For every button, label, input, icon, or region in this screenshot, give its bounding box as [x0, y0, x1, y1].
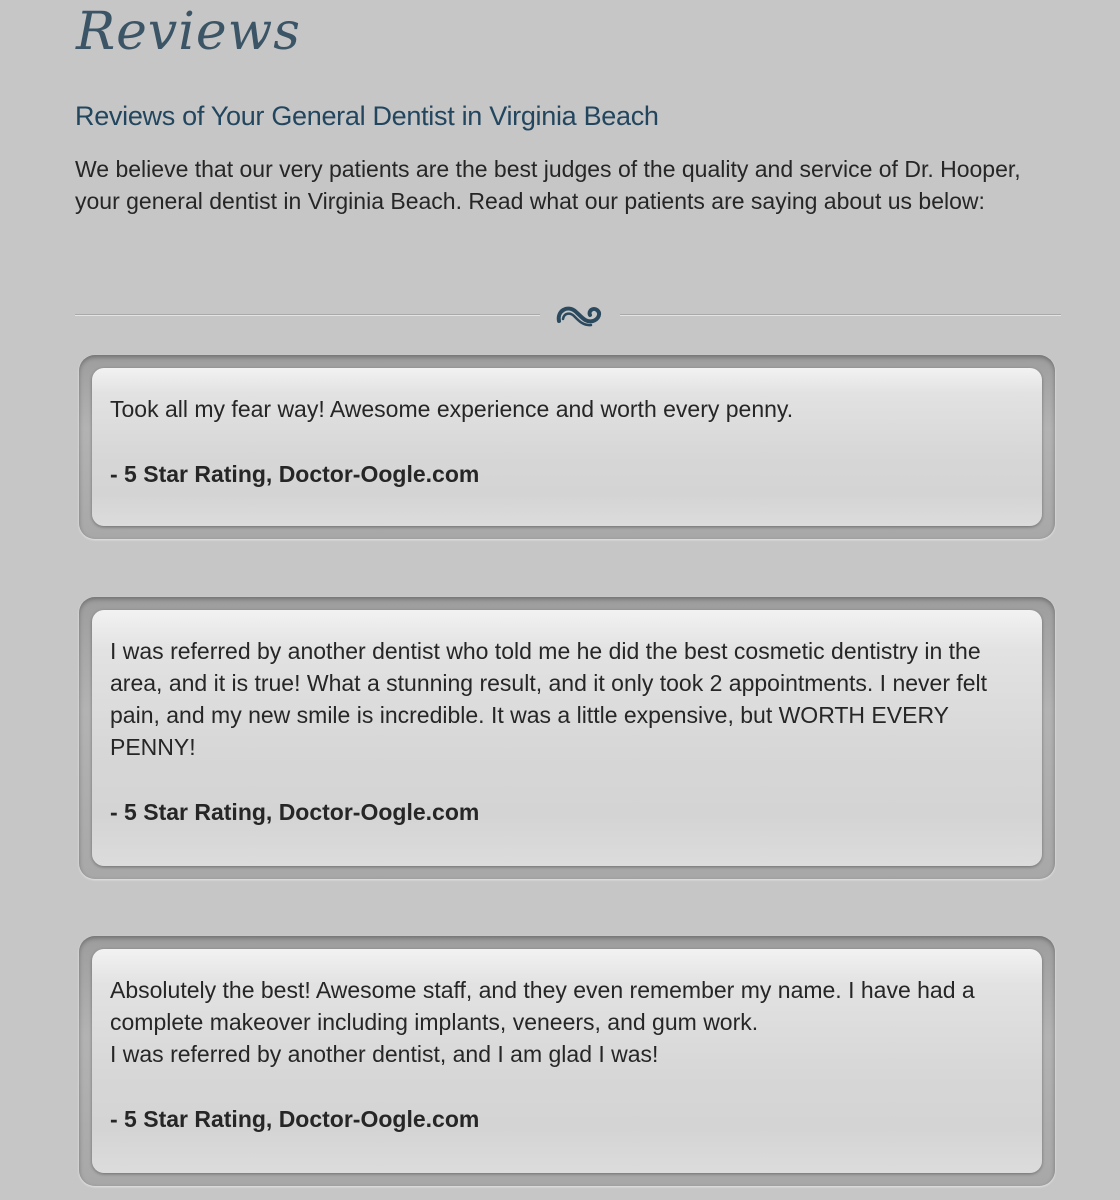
review-text: Absolutely the best! Awesome staff, and they even remember my name. I have had a complete makeover including implants, veneers, and gum work. I was referred by another dentist, and I am glad I was! [110, 977, 975, 1067]
review-text: Took all my fear way! Awesome experience and worth every penny. [110, 396, 794, 422]
review-rating: - 5 Star Rating, Doctor-Oogle.com [110, 1106, 480, 1132]
ornamental-divider [75, 300, 1061, 330]
divider-line-left [75, 314, 540, 316]
intro-paragraph: We believe that our very patients are the best judges of the quality and service of Dr. Hooper, your general dentist in Virginia Beach. Read what our patients are saying about us below: [75, 156, 1021, 214]
page-subheading: Reviews of Your General Dentist in Virginia Beach [75, 101, 659, 131]
review-rating: - 5 Star Rating, Doctor-Oogle.com [110, 461, 480, 487]
divider-line-right [620, 314, 1061, 316]
review-inner-panel [92, 610, 1042, 866]
review-inner-panel [92, 949, 1042, 1173]
flourish-ornament-icon [555, 301, 605, 329]
review-rating: - 5 Star Rating, Doctor-Oogle.com [110, 799, 480, 825]
review-inner-panel [92, 368, 1042, 526]
review-card [79, 597, 1055, 879]
review-card [79, 936, 1055, 1186]
reviews-script-title: Reviews [76, 2, 301, 62]
review-card [79, 355, 1055, 539]
review-text: I was referred by another dentist who told me he did the best cosmetic dentistry in the area, and it is true! What a stunning result, and it only took 2 appointments. I never felt pain, and my new smile is incredible. It was a little expensive, but WORTH EVERY PENNY! [110, 638, 988, 760]
